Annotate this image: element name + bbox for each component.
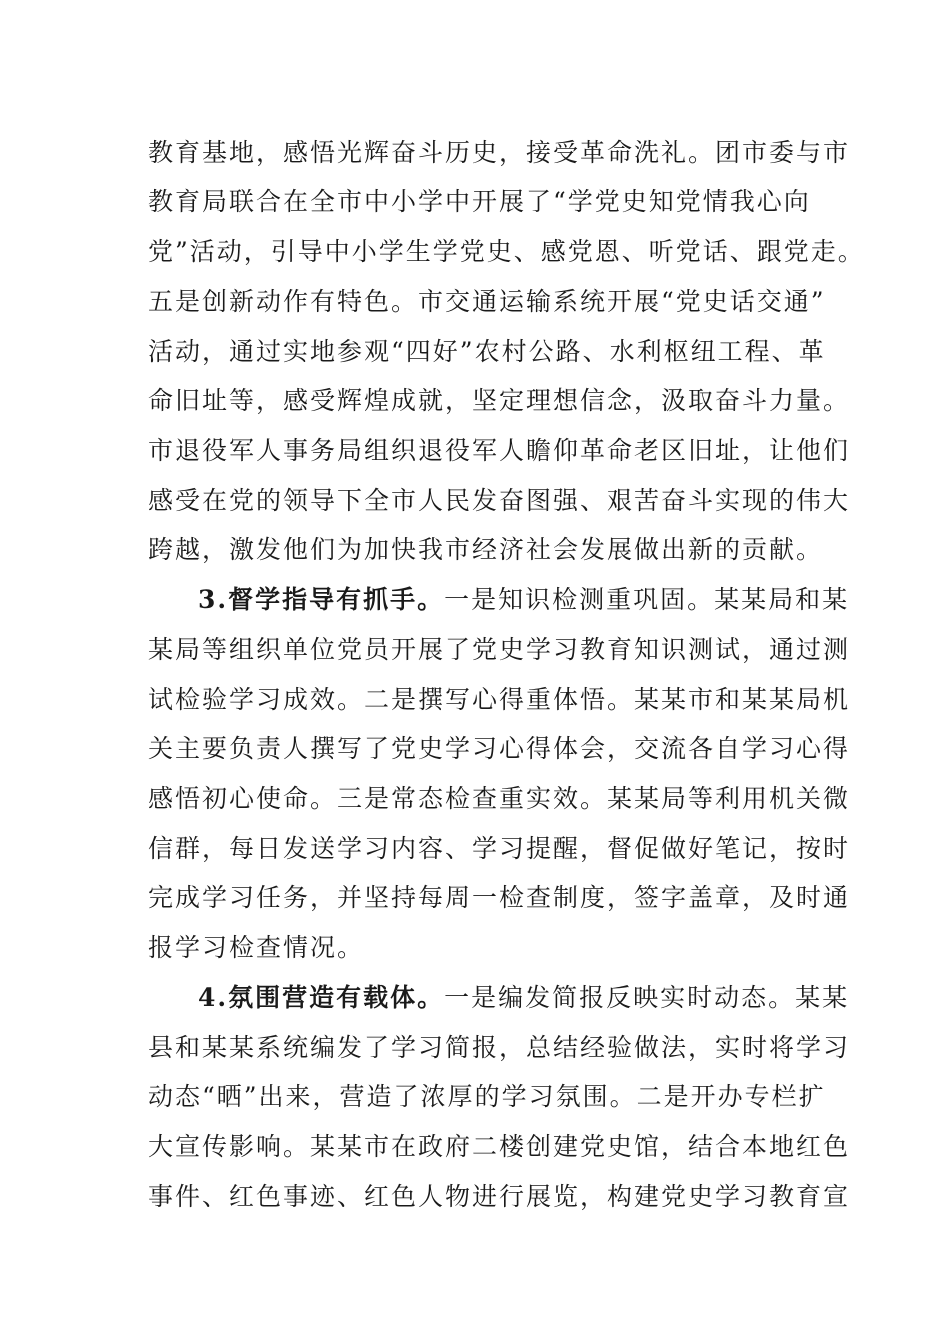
text-line: 某局等组织单位党员开展了党史学习教育知识测试，通过测 [148,635,851,664]
text-line: 教育基地，感悟光辉奋斗历史，接受革命洗礼。团市委与市 [148,138,851,167]
section-4-heading: 4.氛围营造有载体。 [198,983,445,1012]
text-line: 市退役军人事务局组织退役军人瞻仰革命老区旧址，让他们 [148,436,851,465]
section-4-first-line [198,979,849,1017]
section-4-first-line-text: 一是编发简报反映实时动态。某某 [444,983,850,1012]
text-line: 跨越，激发他们为加快我市经济社会发展做出新的贡献。 [148,535,824,564]
text-line: 感受在党的领导下全市人民发奋图强、艰苦奋斗实现的伟大 [148,486,851,515]
text-line: 大宣传影响。某某市在政府二楼创建党史馆，结合本地红色 [148,1132,851,1161]
text-line: 命旧址等，感受辉煌成就，坚定理想信念，汲取奋斗力量。 [148,386,851,415]
text-line: 试检验学习成效。二是撰写心得重体悟。某某市和某某局机 [148,685,851,714]
text-line: 活动，通过实地参观“四好”农村公路、水利枢纽工程、革 [148,337,826,366]
section-3-first-line [198,581,849,619]
text-line: 党”活动，引导中小学生学党史、感党恩、听党话、跟党走。 [148,237,865,266]
text-line: 五是创新动作有特色。市交通运输系统开展“党史话交通” [148,287,826,316]
text-line: 感悟初心使命。三是常态检查重实效。某某局等利用机关微 [148,784,851,813]
text-line: 事件、红色事迹、红色人物进行展览，构建党史学习教育宣 [148,1182,851,1211]
text-line: 信群，每日发送学习内容、学习提醒，督促做好笔记，按时 [148,834,851,863]
section-3-first-line-text: 一是知识检测重巩固。某某局和某 [444,585,850,614]
text-line: 报学习检查情况。 [148,933,365,962]
text-line: 教育局联合在全市中小学中开展了“学党史知党情我心向 [148,187,811,216]
text-line: 动态“晒”出来，营造了浓厚的学习氛围。二是开办专栏扩 [148,1082,826,1111]
text-line: 县和某某系统编发了学习简报，总结经验做法，实时将学习 [148,1033,851,1062]
text-line: 完成学习任务，并坚持每周一检查制度，签字盖章，及时通 [148,883,851,912]
section-3-heading: 3.督学指导有抓手。 [198,585,445,614]
text-line: 关主要负责人撰写了党史学习心得体会，交流各自学习心得 [148,734,851,763]
